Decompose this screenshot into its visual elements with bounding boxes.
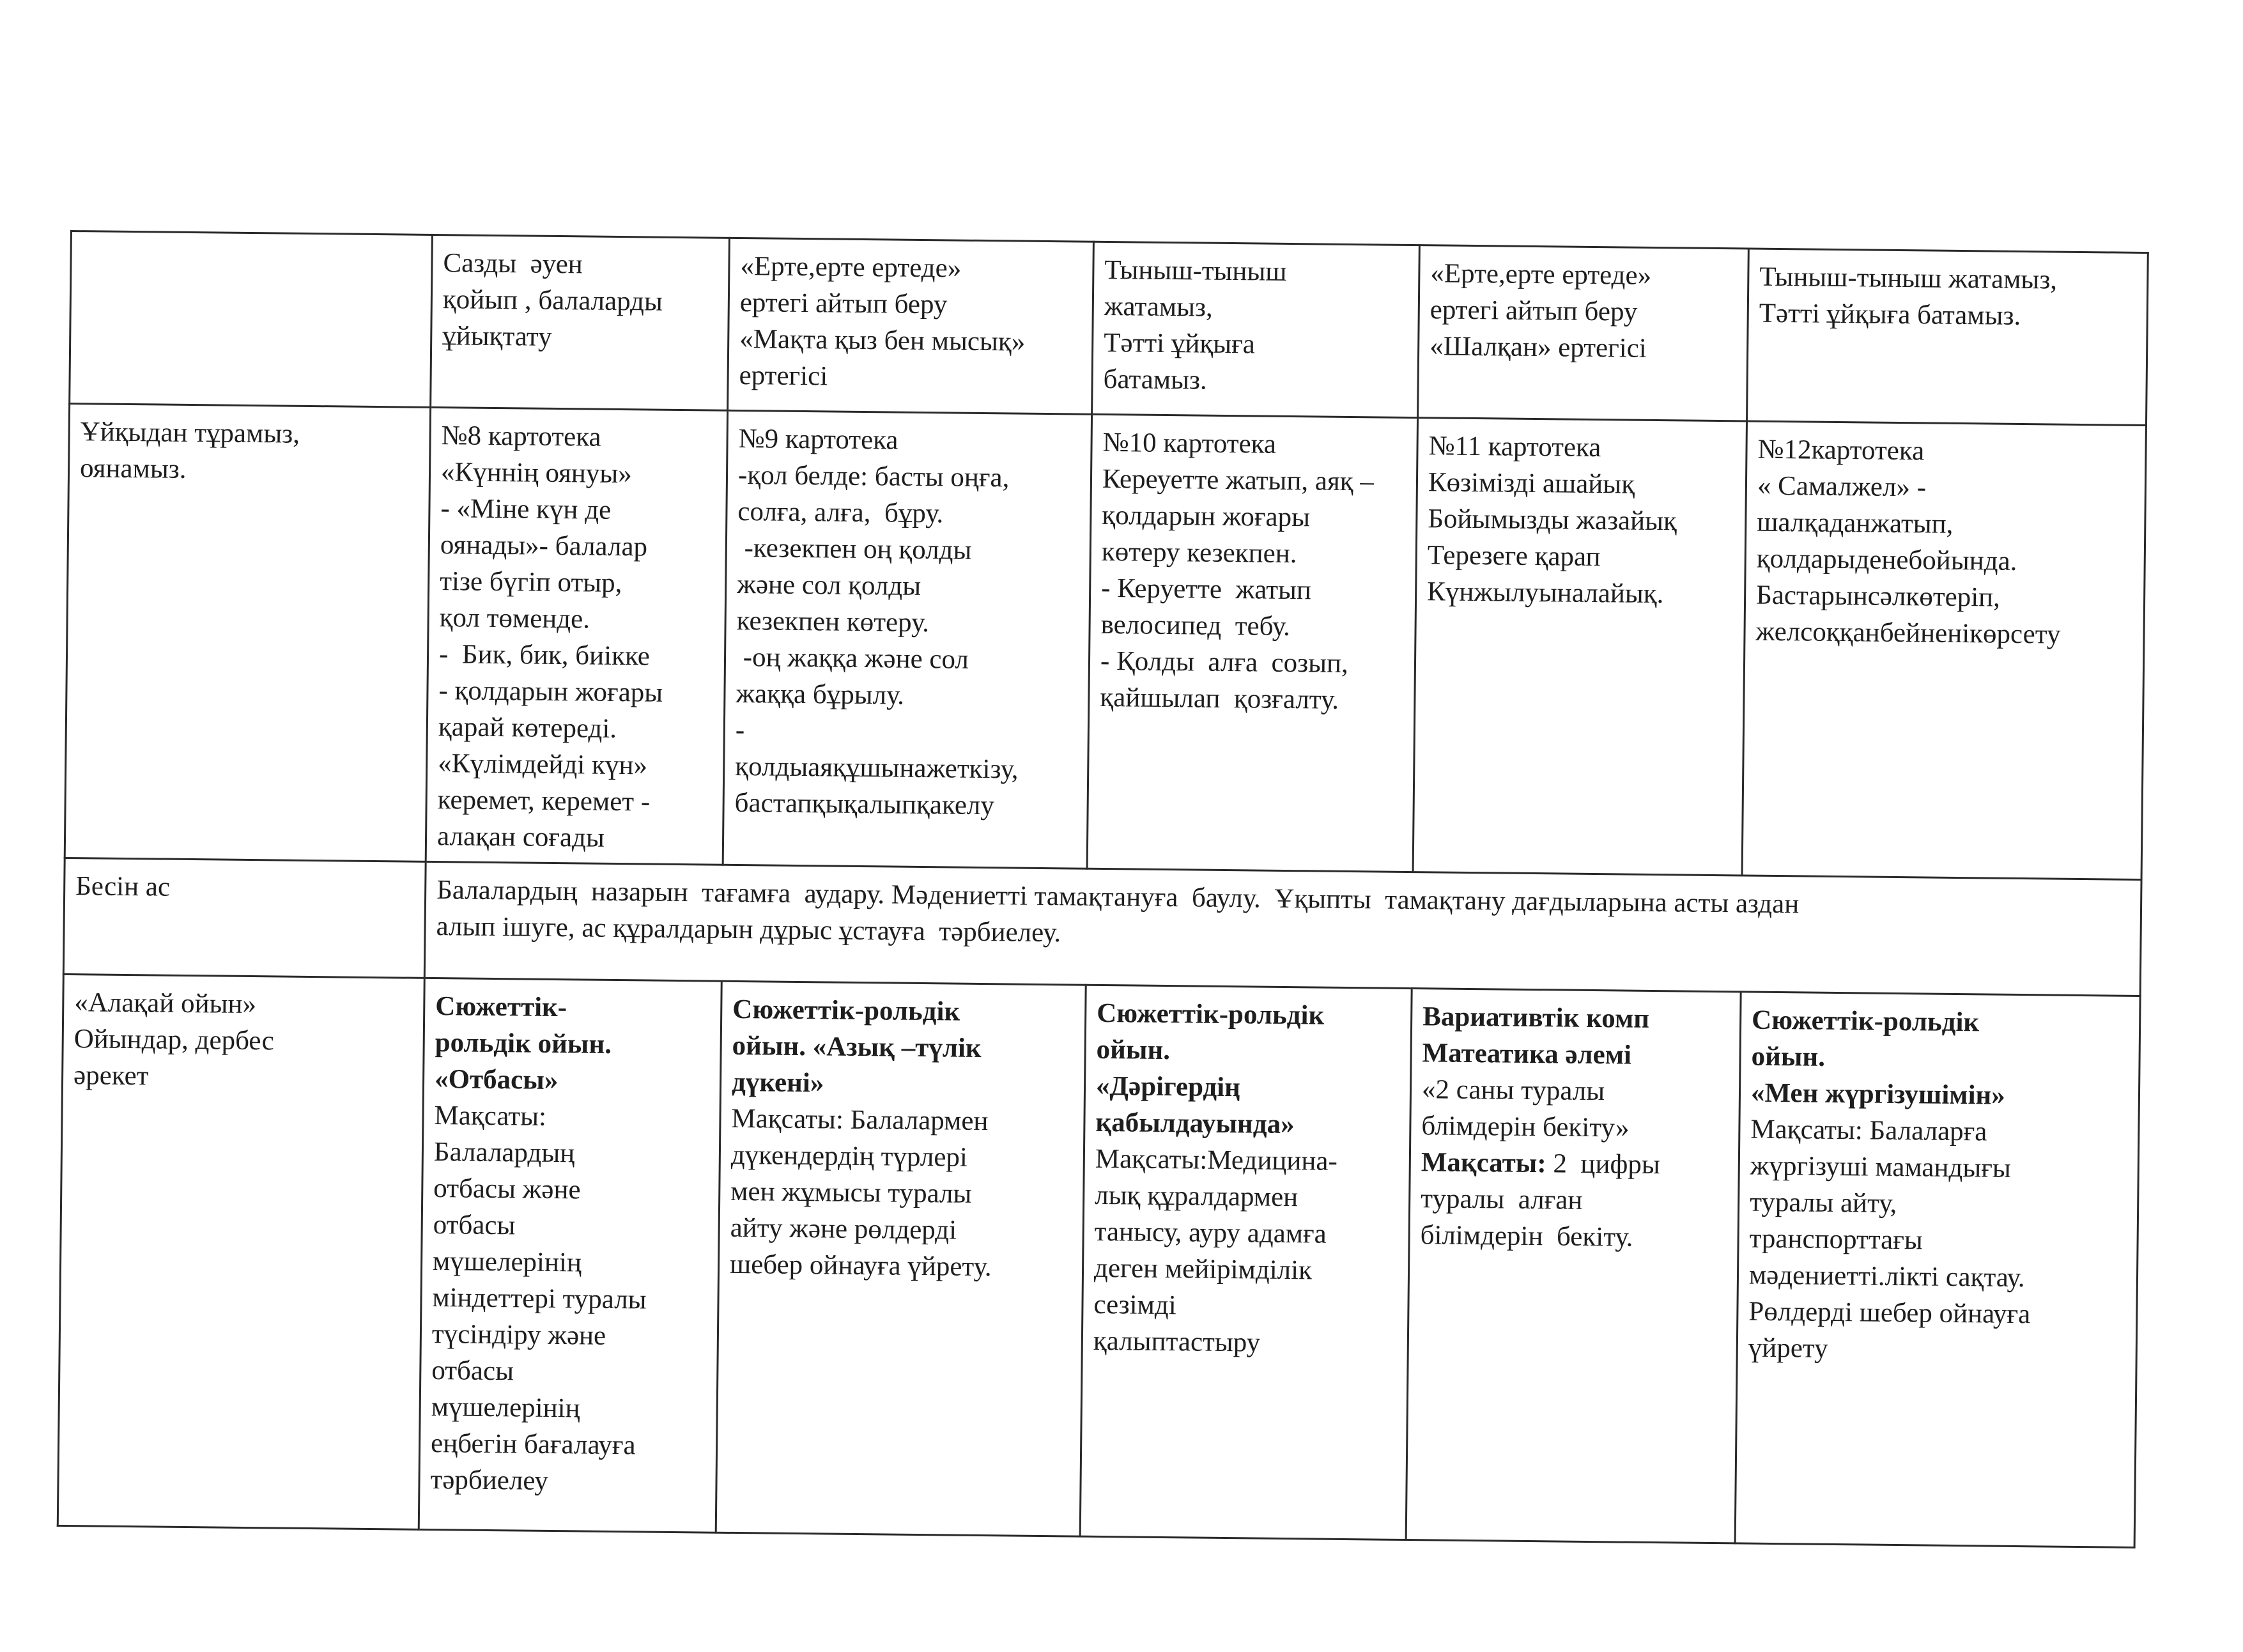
day-1-cell <box>426 407 727 865</box>
cell-text-line: «Күлімдейді күн» <box>438 748 648 781</box>
cell-text-line: туралы алған <box>1420 1184 1583 1216</box>
day-2-cell <box>716 981 1086 1536</box>
cell-heading-line: Сюжеттік-рольдік <box>1097 998 1325 1031</box>
cell-heading-line: дүкені» <box>731 1067 824 1099</box>
cell-text-line: қарай көтереді. <box>438 712 617 744</box>
cell-text-line: батамыз. <box>1103 364 1207 396</box>
cell-text-line: қолдыаяқұшынажеткізу, <box>735 751 1019 785</box>
cell-text-line: Тәтті ұйқыға <box>1103 327 1256 360</box>
cell-text-line: айту және рөлдерді <box>730 1212 957 1246</box>
cell-text-line: блімдерін бекіту» <box>1421 1111 1630 1143</box>
day-5-cell <box>1735 992 2140 1547</box>
cell-text-line: шебер ойнауға үйрету. <box>729 1249 992 1283</box>
cell-text-line: Бастарынсәлкөтеріп, <box>1755 580 2001 613</box>
cell-text-line: ертегі айтып беру <box>739 287 948 320</box>
cell-text-line: №12картотека <box>1757 434 1925 467</box>
cell-text-line: әрекет <box>73 1060 149 1092</box>
cell-text-line: Рөлдерді шебер ойнауға <box>1748 1296 2031 1330</box>
cell-text-line: деген мейірімділік <box>1093 1253 1313 1286</box>
cell-text-line: транспорттағы <box>1749 1223 1923 1256</box>
cell-text-line: «2 саны туралы <box>1421 1074 1605 1107</box>
row-label-cell <box>63 858 426 978</box>
cell-text-line: үйрету <box>1748 1332 1828 1364</box>
cell-text-line: Бесін ас <box>75 871 171 902</box>
table-body <box>58 231 2148 1548</box>
cell-text-line: алақан соғады <box>436 821 605 853</box>
cell-text-line: міндеттері туралы <box>432 1283 647 1315</box>
table-row <box>65 404 2146 880</box>
cell-heading-line: Сюжеттік-рольдік <box>1751 1005 1980 1038</box>
cell-heading-line: «Отбасы» <box>434 1064 559 1096</box>
cell-text-line: -кезекпен оң қолды <box>737 532 972 566</box>
cell-text-line: Терезеге қарап <box>1427 540 1601 573</box>
cell-text-line: оянады»- балалар <box>440 530 648 562</box>
cell-text-line: және сол қолды <box>737 569 921 601</box>
cell-text-line: керемет, керемет - <box>437 785 651 817</box>
cell-text-line: Ұйқыдан тұрамыз, <box>80 417 300 449</box>
cell-text-line: «Алақай ойын» <box>74 987 257 1020</box>
cell-text-line: №11 картотека <box>1428 431 1601 463</box>
cell-text-line: танысу, ауру адамға <box>1094 1216 1327 1249</box>
daily-plan-table <box>57 230 2149 1548</box>
cell-text-line: ертегісі <box>739 360 828 392</box>
cell-text-line: Тыныш-тыныш жатамыз, <box>1759 261 2058 295</box>
cell-text-line: қойып , балаларды <box>442 284 663 317</box>
cell-text-line: тізе бүгіп отыр, <box>440 566 622 599</box>
cell-text-line: түсіндіру және <box>431 1319 606 1351</box>
cell-text-line: Мақсаты:Медицина- <box>1095 1143 1338 1177</box>
cell-text-line: - қолдарын жоғары <box>438 675 663 708</box>
cell-text-line: қайшылап қозғалту. <box>1100 682 1339 715</box>
cell-heading-line: Сюжеттік-рольдік <box>732 994 960 1027</box>
cell-text-line: «Күннің оянуы» <box>440 457 633 490</box>
cell-text-line: -оң жаққа және сол <box>736 642 969 675</box>
cell-text-line: отбасы <box>433 1210 516 1241</box>
cell-text-line: Бойымызды жазайық <box>1428 504 1677 537</box>
day-5-cell <box>1742 421 2146 880</box>
cell-text-line: оянамыз. <box>79 453 187 484</box>
cell-text-line: туралы айту, <box>1749 1187 1897 1219</box>
cell-text-line: Көзімізді ашайық <box>1428 467 1635 500</box>
cell-text-line: Мақсаты: 2 цифры <box>1421 1147 1660 1180</box>
day-4-cell <box>1418 245 1749 421</box>
day-2-cell <box>728 238 1094 414</box>
day-2-cell <box>723 410 1091 868</box>
cell-text-line: -қол белде: басты оңға, <box>737 459 1010 493</box>
cell-text-line: ертегі айтып беру <box>1430 295 1638 327</box>
cell-text-line: шалқаданжатып, <box>1757 507 1954 539</box>
cell-text-line: кезекпен көтеру. <box>736 605 930 638</box>
cell-text-line: Мақсаты: Балалармен <box>731 1103 989 1137</box>
cell-text-line: №8 картотека <box>441 421 601 452</box>
cell-text-line: жаққа бұрылу. <box>736 678 905 711</box>
table-row <box>70 231 2148 426</box>
cell-text-line: Күнжылуыналайық. <box>1426 576 1664 610</box>
cell-text-line: солға, алға, бұру. <box>737 496 944 529</box>
cell-text-line: №9 картотека <box>738 423 898 456</box>
day-1-cell <box>431 235 730 410</box>
cell-text-line: мүшелерінің <box>432 1246 582 1278</box>
table-row <box>63 858 2141 996</box>
day-4-cell <box>1413 418 1746 876</box>
cell-text-line: қолдарын жоғары <box>1102 500 1311 533</box>
cell-text-line: «Ерте,ерте ертеде» <box>1430 258 1652 291</box>
cell-heading-line: Сюжеттік- <box>435 991 567 1023</box>
cell-text-line: ұйықтату <box>442 321 552 352</box>
lunch-description-cell <box>424 861 2141 996</box>
cell-text-line: Балалардың <box>433 1137 575 1169</box>
cell-text-line: «Ерте,ерте ертеде» <box>740 251 962 284</box>
cell-text-line: мүшелерінің <box>431 1392 580 1424</box>
cell-text-line: отбасы <box>431 1355 514 1387</box>
cell-text-line: еңбегін бағалауға <box>430 1428 636 1461</box>
table-row <box>58 974 2140 1547</box>
cell-text-line: қолдарыденебойында. <box>1756 543 2017 576</box>
cell-text-line: Кереуетте жатып, аяқ – <box>1102 463 1375 497</box>
cell-text-line: - <box>735 714 745 746</box>
cell-text-line: жатамыз, <box>1104 291 1213 323</box>
day-1-cell <box>419 978 721 1532</box>
cell-heading-line: «Дәрігердің <box>1095 1070 1241 1103</box>
cell-text-line: Мақсаты: <box>434 1100 547 1132</box>
cell-text-line: - Қолды алға созып, <box>1100 645 1349 679</box>
row-label-cell <box>58 974 424 1529</box>
cell-heading-line: ойын. «Азық –түлік <box>732 1030 982 1063</box>
cell-text-line: желсоққанбейненікөрсету <box>1755 616 2061 650</box>
bold-prefix: Мақсаты: <box>1421 1147 1546 1179</box>
cell-heading-line: Матеатика әлемі <box>1422 1038 1632 1070</box>
cell-text-line: лық құралдармен <box>1095 1180 1299 1213</box>
cell-text-line: Тыныш-тыныш <box>1104 254 1287 287</box>
cell-text-line: «Шалқан» ертегісі <box>1429 331 1647 364</box>
cell-text-line: дүкендердің түрлері <box>730 1139 968 1173</box>
cell-heading-line: «Мен жүргізушімін» <box>1750 1077 2006 1111</box>
cell-text-line: - «Міне күн де <box>440 493 612 525</box>
cell-text-line: мен жұмысы туралы <box>730 1176 972 1209</box>
cell-text-line: алып ішуге, ас құралдарын дұрыс ұстауға тәрбиелеу. <box>436 911 1061 948</box>
cell-text-line: қалыптастыру <box>1093 1325 1261 1358</box>
cell-heading-line: Вариативтік комп <box>1422 1001 1650 1034</box>
cell-text-line: мәдениетті.лікті сақтау. <box>1748 1260 2025 1293</box>
cell-text-line: « Самалжел» - <box>1757 470 1927 503</box>
row-label-cell <box>65 404 430 862</box>
cell-text-line: №10 картотека <box>1102 427 1277 459</box>
cell-text-line: бастапқықалыпқакелу <box>734 787 995 821</box>
cell-text-line: Ойындар, дербес <box>73 1024 274 1056</box>
cell-text-line: Сазды әуен <box>443 248 583 280</box>
cell-heading-line: ойын. <box>1751 1041 1826 1072</box>
cell-heading-line: қабылдауында» <box>1095 1107 1295 1140</box>
cell-text-line: жүргізуші мамандығы <box>1750 1150 2012 1184</box>
cell-heading-line: ойын. <box>1096 1034 1171 1066</box>
day-3-cell <box>1092 242 1420 417</box>
cell-text-line: сезімді <box>1093 1289 1176 1321</box>
day-3-cell <box>1087 414 1417 872</box>
cell-text-line: көтеру кезекпен. <box>1101 536 1297 569</box>
day-3-cell <box>1080 985 1412 1540</box>
cell-text-line: велосипед тебу. <box>1100 609 1291 642</box>
cell-text-line: Балалардың назарын тағамға аудару. Мәдениетті тамақтануға баулу. Ұқыпты тамақтану дағдыларына асты аздан <box>436 875 1800 920</box>
cell-text-line: қол төменде. <box>439 603 590 635</box>
cell-text-line: білімдерін бекіту. <box>1420 1220 1633 1253</box>
cell-text-line: - Бик, бик, биікке <box>438 639 651 672</box>
cell-heading-line: рольдік ойын. <box>435 1028 612 1060</box>
day-5-cell <box>1747 249 2148 426</box>
cell-text-line: - Керуетте жатып <box>1100 573 1312 606</box>
cell-text-line: отбасы және <box>433 1173 581 1205</box>
row-label-cell <box>70 231 433 408</box>
day-4-cell <box>1406 989 1741 1543</box>
cell-text-line: «Мақта қыз бен мысық» <box>739 323 1026 357</box>
cell-text-line: тәрбиелеу <box>430 1465 549 1496</box>
cell-text-line: Тәтті ұйқыға батамыз. <box>1759 298 2021 331</box>
cell-text-line: Мақсаты: Балаларға <box>1750 1114 1987 1147</box>
